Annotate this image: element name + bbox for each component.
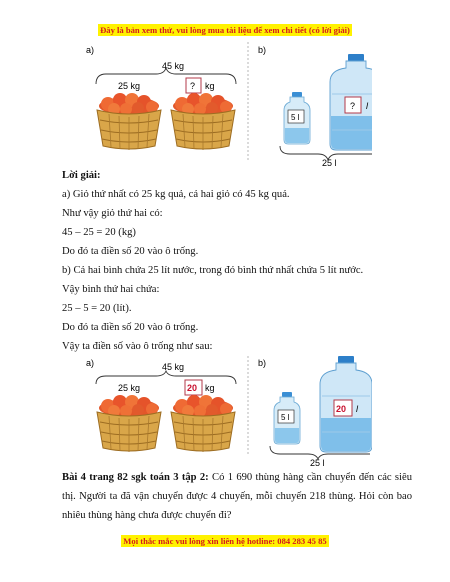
preview-notice-banner [0,25,450,35]
answer-weight-value: 20 [187,383,198,393]
hotline-banner [0,536,450,546]
solution-line-4: Do đó ta điền số 20 vào ô trống. [62,246,199,257]
basket-1-illustration [97,93,161,150]
figure2-label-a: a) [86,358,95,368]
total-weight-label: 45 kg [162,61,185,71]
answer-volume-value: 20 [336,404,347,414]
figure2-basket-1-illustration [97,395,161,452]
small-bottle-capacity: 5 l [291,113,300,122]
figure-answer-drawing [82,356,372,468]
solution-line-3: 45 – 25 = 20 (kg) [62,227,136,238]
figure2-basket-2-illustration [171,395,235,452]
solution-line-5: b) Cả hai bình chứa 25 lít nước, trong đó bình thứ nhất chứa 5 lít nước. [62,265,364,276]
solution-heading: Lời giải: [62,170,101,181]
figure2-volume-unit: l [356,404,358,414]
unknown-weight-mark: ? [190,81,196,91]
figure2-total-weight-label: 45 kg [162,362,185,372]
figure-label-a: a) [86,45,95,55]
solution-line-8: Do đó ta điền số 20 vào ô trống. [62,322,199,333]
figure-answer [82,356,372,468]
basket-2-illustration [171,93,235,150]
figure2-weight-unit: kg [205,383,215,393]
preview-notice-text: Đây là bản xem thử, vui lòng mua tài liệu để xem chi tiết (có lời giải) [100,25,350,35]
total-volume-label: 25 l [322,158,337,168]
weight-unit: kg [205,81,215,91]
figure-problem [82,42,372,168]
unknown-volume-mark: ? [350,101,356,111]
solution-line-1: a) Giỏ thứ nhất có 25 kg quả, cả hai giỏ có 45 kg quả. [62,189,290,200]
hotline-text: Mọi thắc mắc vui lòng xin liên hệ hotline: 084 283 45 85 [123,536,327,546]
figure2-label-b: b) [258,358,267,368]
exercise-paragraph [62,468,412,525]
figure2-total-volume-label: 25 l [310,458,325,468]
volume-unit: l [366,101,368,111]
exercise-title: Bài 4 trang 82 sgk toán 3 tập 2: [62,472,209,483]
figure-label-b: b) [258,45,267,55]
exercise-body: Có 1 690 thùng hàng cần chuyển đến các siêu thị. Người ta đã vận chuyển được 4 chuyến, mỗi chuyến 218 thùng. Hỏi còn bao nhiêu thùng hàng chưa được chuyển đi? [62,472,412,521]
solution-line-9: Vậy ta điền số vào ô trống như sau: [62,341,213,352]
figure2-basket-weight-label: 25 kg [118,383,141,393]
figure2-small-bottle-capacity: 5 l [281,413,290,422]
basket-weight-label: 25 kg [118,81,141,91]
figure-problem-drawing [82,42,372,168]
solution-line-2: Như vậy giỏ thứ hai có: [62,208,163,219]
solution-line-6: Vậy bình thứ hai chứa: [62,284,160,295]
solution-line-7: 25 – 5 = 20 (lít). [62,303,132,314]
